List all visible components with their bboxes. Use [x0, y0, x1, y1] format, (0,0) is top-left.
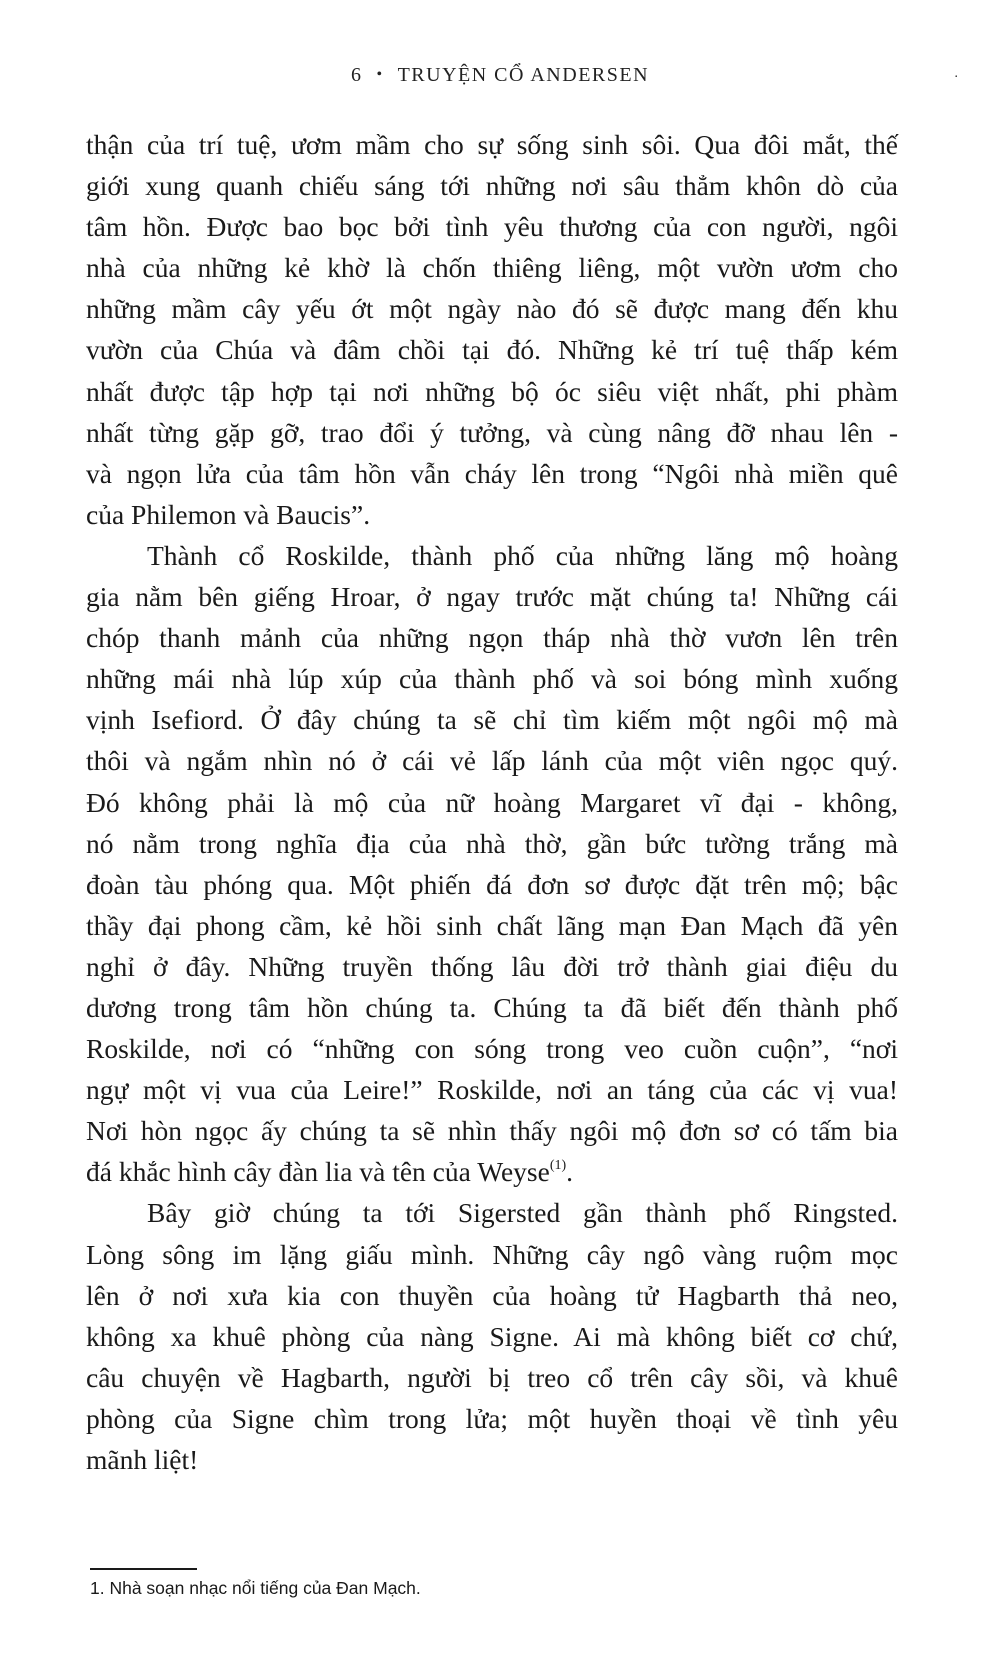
text-line — [86, 1151, 898, 1192]
text-line: Lòng sông im lặng giấu mình. Những cây ngô vàng ruộm mọc — [86, 1238, 898, 1270]
text-line: thầy đại phong cầm, kẻ hồi sinh chất lãng mạn Đan Mạch đã yên — [86, 909, 898, 941]
text-line: nhà của những kẻ khờ là chốn thiêng liêng, một vườn ươm cho — [86, 252, 898, 284]
footnote: 1. Nhà soạn nhạc nổi tiếng của Đan Mạch. — [90, 1578, 421, 1598]
text-line: dương trong tâm hồn chúng ta. Chúng ta đã biết đến thành phố — [86, 991, 898, 1023]
text-line: tâm hồn. Được bao bọc bởi tình yêu thương của con người, ngôi — [86, 211, 898, 243]
text-line: Thành cổ Roskilde, thành phố của những lăng mộ hoàng — [147, 539, 898, 571]
paragraph-3 — [86, 1192, 898, 1480]
text-line: không xa khuê phòng của nàng Signe. Ai mà không biết cơ chứ, — [86, 1320, 898, 1352]
text-line: nhất từng gặp gỡ, trao đổi ý tưởng, và cùng nâng đỡ nhau lên - — [86, 416, 898, 448]
footnote-divider — [90, 1568, 197, 1570]
text-line: đoàn tàu phóng qua. Một phiến đá đơn sơ được đặt trên mộ; bậc — [86, 868, 898, 900]
text-line: và ngọn lửa của tâm hồn vẫn cháy lên trong “Ngôi nhà miền quê — [86, 457, 898, 489]
footnote-reference[interactable]: (1) — [549, 1158, 567, 1174]
text-line-content: đá khắc hình cây đàn lia và tên của Weyse — [86, 1156, 550, 1188]
text-line: câu chuyện về Hagbarth, người bị treo cổ trên cây sồi, và khuê — [86, 1361, 898, 1393]
text-line: Roskilde, nơi có “những con sóng trong veo cuồn cuộn”, “nơi — [86, 1033, 898, 1065]
text-line: Nơi hòn ngọc ấy chúng ta sẽ nhìn thấy ngôi mộ đơn sơ có tấm bia — [86, 1115, 898, 1147]
paragraph-1 — [86, 124, 898, 535]
page-number: 6 — [350, 64, 363, 86]
text-line: chóp thanh mảnh của những ngọn tháp nhà thờ vươn lên trên — [86, 622, 898, 654]
text-line: nó nằm trong nghĩa địa của nhà thờ, gần bức tường trắng mà — [86, 827, 898, 859]
text-line: Đó không phải là mộ của nữ hoàng Margaret vĩ đại - không, — [86, 786, 898, 818]
text-line: ngự một vị vua của Leire!” Roskilde, nơi an táng của các vị vua! — [86, 1074, 898, 1106]
text-line: giới xung quanh chiếu sáng tới những nơi sâu thẳm khôn dò của — [86, 170, 898, 202]
text-line: vịnh Isefiord. Ở đây chúng ta sẽ chỉ tìm kiếm một ngôi mộ mà — [86, 704, 898, 736]
text-line: lên ở nơi xưa kia con thuyền của hoàng tử Hagbarth thả neo, — [86, 1279, 898, 1311]
text-line: gia nằm bên giếng Hroar, ở ngay trước mặt chúng ta! Những cái — [86, 581, 898, 613]
text-line: vườn của Chúa và đâm chồi tại đó. Những kẻ trí tuệ thấp kém — [86, 334, 898, 366]
header-separator: • — [376, 66, 384, 83]
text-line: phòng của Signe chìm trong lửa; một huyền thoại về tình yêu — [86, 1402, 898, 1434]
text-line: những mầm cây yếu ớt một ngày nào đó sẽ được mang đến khu — [86, 293, 898, 325]
text-line: Bây giờ chúng ta tới Sigersted gần thành phố Ringsted. — [147, 1197, 898, 1229]
text-line: của Philemon và Baucis”. — [86, 498, 371, 530]
text-line: nhất được tập hợp tại nơi những bộ óc siêu việt nhất, phi phàm — [86, 375, 898, 407]
text-line: thận của trí tuệ, ươm mầm cho sự sống sinh sôi. Qua đôi mắt, thế — [86, 129, 898, 160]
corner-mark: · — [953, 70, 960, 85]
running-header — [0, 64, 1000, 87]
text-line: nghỉ ở đây. Những truyền thống lâu đời trở thành giai điệu du — [86, 950, 898, 982]
text-line: mãnh liệt! — [86, 1444, 199, 1475]
text-line: thôi và ngắm nhìn nó ở cái vẻ lấp lánh của một viên ngọc quý. — [86, 745, 898, 777]
book-title: TRUYỆN CỔ ANDERSEN — [397, 64, 650, 86]
paragraph-2 — [86, 535, 898, 1193]
text-line: những mái nhà lúp xúp của thành phố và soi bóng mình xuống — [86, 663, 898, 695]
body-text — [86, 124, 898, 1480]
sentence-end: . — [566, 1156, 574, 1188]
